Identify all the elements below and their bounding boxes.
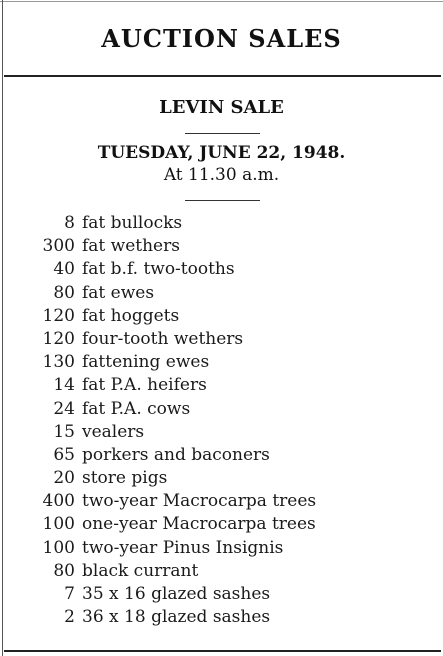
lot-list bbox=[30, 212, 440, 629]
lot-quantity: 40 bbox=[53, 259, 75, 280]
lot-description: four-tooth wethers bbox=[82, 328, 244, 349]
lot-quantity: 15 bbox=[53, 421, 75, 442]
lot-description: fat P.A. cows bbox=[82, 398, 191, 419]
time-divider bbox=[185, 200, 260, 201]
list-item bbox=[30, 490, 440, 513]
lot-quantity: 80 bbox=[53, 560, 75, 581]
lot-description: fat P.A. heifers bbox=[82, 375, 207, 396]
lot-description: black currant bbox=[82, 560, 199, 581]
list-item bbox=[30, 583, 440, 606]
lot-description: fat ewes bbox=[82, 282, 155, 303]
sale-time: At 11.30 a.m. bbox=[163, 165, 280, 185]
lot-description: 36 x 18 glazed sashes bbox=[82, 607, 271, 628]
list-item bbox=[30, 374, 440, 397]
lot-description: fat hoggets bbox=[82, 305, 180, 326]
list-item bbox=[30, 235, 440, 258]
lot-quantity: 24 bbox=[53, 398, 75, 419]
lot-description: fattening ewes bbox=[82, 352, 210, 373]
lot-description: fat wethers bbox=[82, 236, 180, 257]
section-heading: AUCTION SALES bbox=[101, 24, 342, 53]
lot-quantity: 65 bbox=[53, 444, 75, 465]
lot-description: porkers and baconers bbox=[82, 444, 270, 465]
lot-quantity: 120 bbox=[42, 305, 75, 326]
lot-quantity: 120 bbox=[42, 328, 75, 349]
list-item bbox=[30, 305, 440, 328]
sale-date: TUESDAY, JUNE 22, 1948. bbox=[97, 143, 346, 163]
lot-quantity: 8 bbox=[64, 213, 75, 233]
list-item bbox=[30, 421, 440, 444]
lot-quantity: 400 bbox=[42, 491, 75, 512]
list-item bbox=[30, 212, 440, 235]
lot-description: vealers bbox=[82, 421, 145, 442]
sale-name-divider bbox=[185, 133, 260, 134]
lot-description: fat bullocks bbox=[82, 213, 183, 233]
lot-quantity: 20 bbox=[53, 468, 75, 489]
list-item bbox=[30, 444, 440, 467]
top-edge-rule bbox=[0, 1, 443, 2]
list-item bbox=[30, 351, 440, 374]
heading-divider bbox=[4, 75, 441, 77]
list-item bbox=[30, 537, 440, 560]
list-item bbox=[30, 258, 440, 281]
sale-name: LEVIN SALE bbox=[159, 97, 284, 118]
lot-quantity: 300 bbox=[42, 236, 75, 257]
lot-quantity: 100 bbox=[42, 514, 75, 535]
list-item bbox=[30, 328, 440, 351]
lot-description: store pigs bbox=[82, 468, 168, 489]
list-item bbox=[30, 606, 440, 629]
list-item bbox=[30, 467, 440, 490]
lot-quantity: 2 bbox=[64, 607, 75, 628]
lot-description: two-year Pinus Insignis bbox=[82, 537, 284, 558]
lot-description: fat b.f. two-tooths bbox=[82, 259, 235, 280]
lot-quantity: 80 bbox=[53, 282, 75, 303]
lot-quantity: 100 bbox=[42, 537, 75, 558]
bottom-divider bbox=[4, 650, 441, 652]
lot-description: two-year Macrocarpa trees bbox=[82, 491, 317, 512]
list-item bbox=[30, 513, 440, 536]
lot-description: one-year Macrocarpa trees bbox=[82, 514, 316, 535]
lot-quantity: 7 bbox=[64, 584, 75, 604]
lot-quantity: 14 bbox=[53, 375, 75, 396]
lot-quantity: 130 bbox=[42, 352, 75, 373]
list-item bbox=[30, 560, 440, 583]
lot-description: 35 x 16 glazed sashes bbox=[82, 584, 271, 604]
list-item bbox=[30, 282, 440, 305]
list-item bbox=[30, 398, 440, 421]
